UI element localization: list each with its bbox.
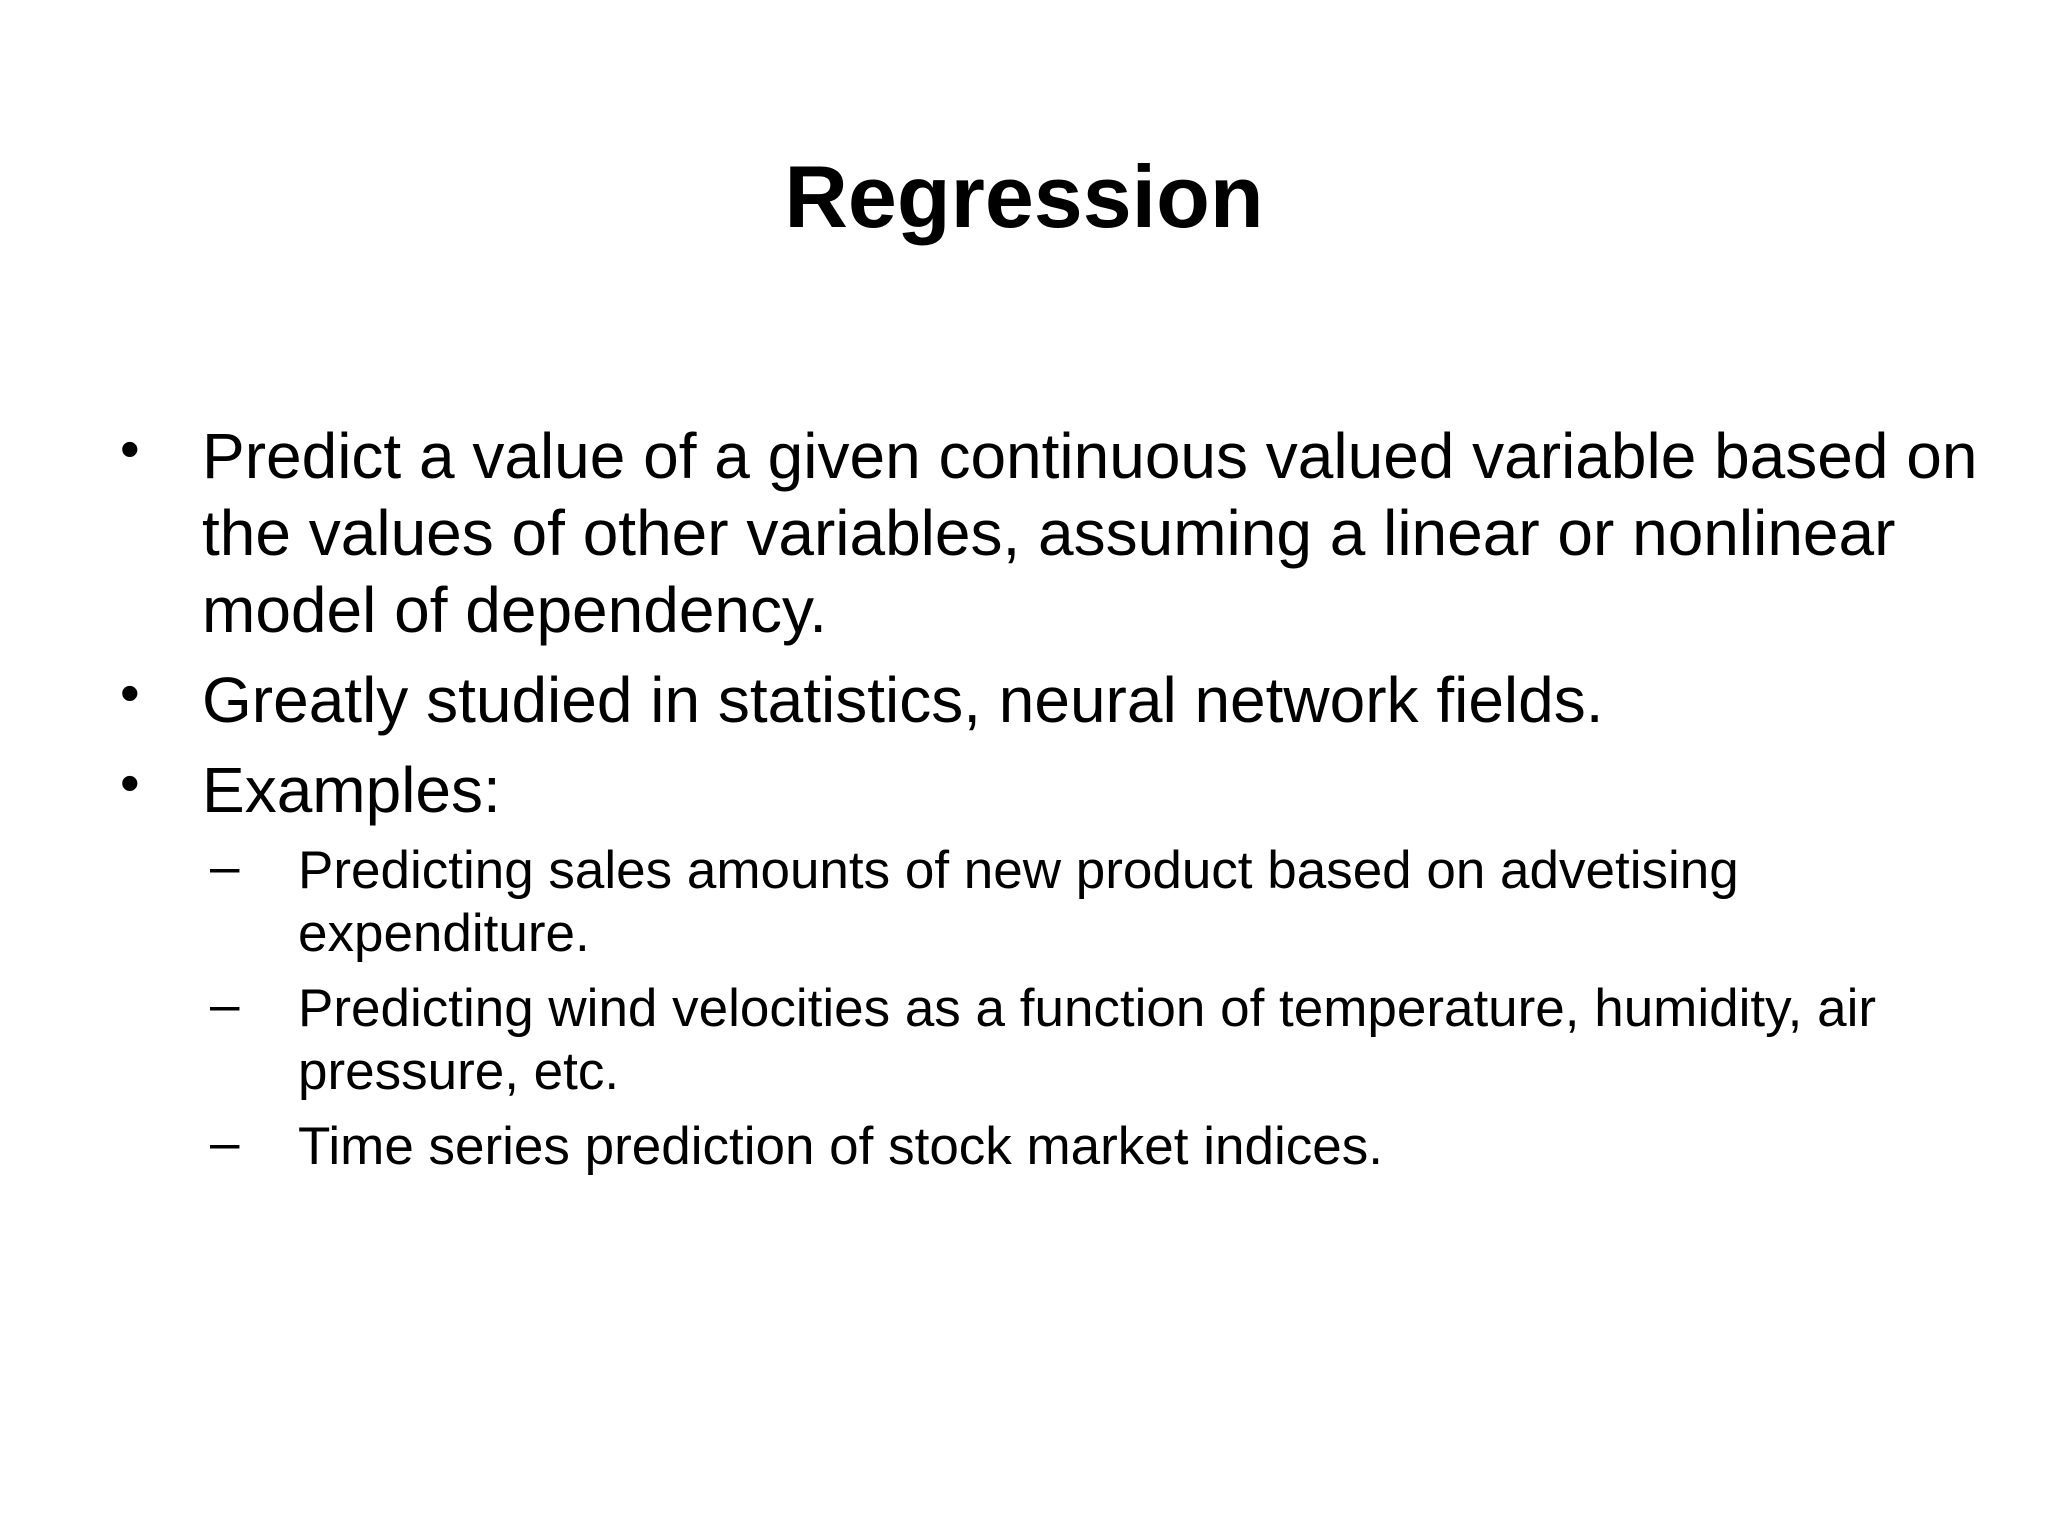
bullet-item xyxy=(120,662,1980,739)
example-item xyxy=(210,839,1980,965)
dash-marker: – xyxy=(210,837,240,896)
bullet-item xyxy=(120,418,1980,649)
example-text: Predicting wind velocities as a function of temperature, humidity, air pressure, etc. xyxy=(298,979,1876,1101)
slide-title: Regression xyxy=(784,147,1264,246)
dash-marker: – xyxy=(210,975,240,1034)
example-item xyxy=(210,1115,1980,1178)
bullet-list xyxy=(120,418,1980,1191)
example-text: Time series prediction of stock market indices. xyxy=(298,1117,1383,1176)
bullet-text: Examples: xyxy=(202,754,501,826)
bullet-marker: • xyxy=(120,417,140,480)
bullet-text: Predict a value of a given continuous valued variable based on the values of other variables, assuming a linear or nonlinear model of dependency. xyxy=(202,420,1978,646)
bullet-item xyxy=(120,752,1980,1178)
bullet-marker: • xyxy=(120,751,140,814)
bullet-text: Greatly studied in statistics, neural network fields. xyxy=(202,664,1604,736)
dash-marker: – xyxy=(210,1113,240,1172)
example-list xyxy=(202,839,1980,1178)
example-text: Predicting sales amounts of new product based on advetising expenditure. xyxy=(298,841,1739,963)
bullet-marker: • xyxy=(120,661,140,724)
example-item xyxy=(210,977,1980,1103)
